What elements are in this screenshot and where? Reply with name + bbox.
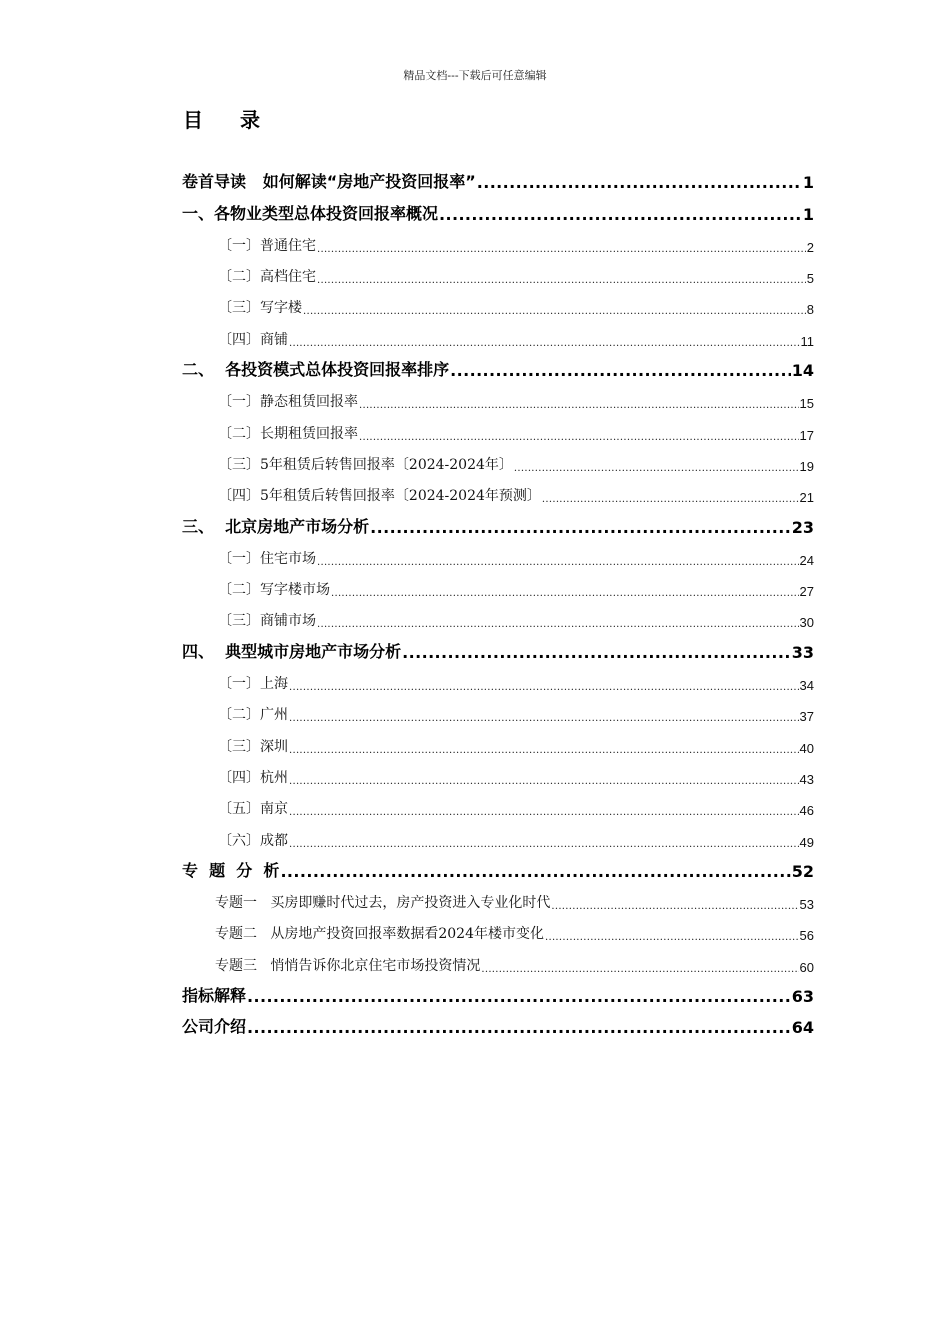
- toc-entry[interactable]: [182, 571, 814, 602]
- toc-leader-dots: [247, 1018, 791, 1037]
- toc-entry-label: 〔三〕商铺市场: [218, 613, 316, 630]
- toc-leader-dots: [481, 964, 798, 975]
- toc-entry[interactable]: [182, 508, 814, 539]
- toc-leader-dots: [289, 807, 799, 818]
- toc-leader-dots: [514, 463, 799, 474]
- toc-entry-page-number: 2: [806, 239, 814, 255]
- toc-leader-dots: [247, 987, 791, 1006]
- toc-entry-page-number: 34: [799, 678, 814, 694]
- toc-entry-page-number: 53: [799, 897, 814, 913]
- toc-entry[interactable]: [182, 633, 814, 664]
- toc-leader-dots: [370, 518, 791, 537]
- toc-leader-dots: [317, 619, 799, 630]
- toc-entry-page-number: 60: [799, 959, 814, 975]
- toc-entry-page-number: 19: [799, 458, 814, 474]
- toc-entry[interactable]: [182, 320, 814, 351]
- toc-entry-page-number: 40: [799, 740, 814, 756]
- toc-entry[interactable]: [182, 352, 814, 383]
- toc-entry-label: 〔一〕住宅市场: [218, 550, 316, 567]
- toc-entry-page-number: 1: [802, 204, 814, 224]
- toc-entry[interactable]: [182, 759, 814, 790]
- toc-entry-page-number: 33: [791, 642, 814, 662]
- toc-entry-page-number: 11: [800, 333, 814, 349]
- toc-entry-page-number: 52: [791, 861, 814, 881]
- toc-leader-dots: [317, 244, 806, 255]
- toc-entry-label: 专题二 从房地产投资回报率数据看2024年楼市变化: [215, 926, 544, 943]
- page-header: 精品文档---下载后可任意编辑: [403, 69, 547, 82]
- toc-entry-page-number: 24: [799, 552, 814, 568]
- toc-entry-label: 指标解释: [182, 986, 247, 1006]
- toc-entry-page-number: 64: [791, 1018, 814, 1038]
- toc-entry-label: 专 题 分 析: [182, 860, 280, 880]
- toc-entry-page-number: 27: [799, 584, 814, 600]
- toc-leader-dots: [542, 494, 799, 505]
- toc-leader-dots: [477, 173, 802, 192]
- toc-entry-label: 〔四〕5年租赁后转售回报率〔2024-2024年预测〕: [218, 488, 541, 505]
- toc-entry[interactable]: [182, 195, 814, 226]
- toc-leader-dots: [450, 361, 791, 380]
- toc-entry-page-number: 17: [799, 427, 814, 443]
- toc-entry-page-number: 37: [799, 709, 814, 725]
- toc-entry-page-number: 23: [791, 517, 814, 537]
- toc-leader-dots: [331, 588, 799, 599]
- toc-leader-dots: [289, 839, 799, 850]
- toc-leader-dots: [551, 901, 798, 912]
- toc-entry-label: 〔二〕长期租赁回报率: [218, 425, 358, 442]
- toc-entry-page-number: 49: [799, 834, 814, 850]
- toc-entry-label: 〔三〕写字楼: [218, 300, 302, 317]
- toc-entry-label: 〔一〕上海: [218, 676, 288, 693]
- toc-entry[interactable]: [182, 258, 814, 289]
- toc-leader-dots: [317, 557, 799, 568]
- toc-leader-dots: [289, 682, 799, 693]
- toc-entry[interactable]: [182, 477, 814, 508]
- toc-leader-dots: [545, 932, 799, 943]
- toc-entry[interactable]: [182, 540, 814, 571]
- toc-entry[interactable]: [182, 164, 814, 195]
- toc-entry[interactable]: [182, 289, 814, 320]
- toc-entry[interactable]: [182, 383, 814, 414]
- toc-entry-label: 〔四〕杭州: [218, 769, 288, 786]
- toc-leader-dots: [439, 205, 802, 224]
- toc-entry-page-number: 56: [799, 928, 814, 944]
- toc-entry[interactable]: [182, 790, 814, 821]
- toc-leader-dots: [303, 306, 806, 317]
- toc-entry-label: 〔二〕广州: [218, 707, 288, 724]
- toc-entry[interactable]: [182, 884, 814, 915]
- table-of-contents: [182, 164, 814, 1040]
- toc-entry-label: 卷首导读 如何解读“房地产投资回报率”: [182, 172, 476, 192]
- toc-entry[interactable]: [182, 414, 814, 445]
- toc-entry[interactable]: [182, 446, 814, 477]
- toc-entry-label: 三、 北京房地产市场分析: [182, 516, 370, 536]
- toc-entry-label: 〔二〕高档住宅: [218, 269, 316, 286]
- toc-leader-dots: [359, 400, 799, 411]
- toc-entry-page-number: 46: [799, 803, 814, 819]
- toc-leader-dots: [289, 776, 799, 787]
- toc-entry-page-number: 30: [799, 615, 814, 631]
- toc-entry[interactable]: [182, 665, 814, 696]
- toc-entry-page-number: 43: [799, 771, 814, 787]
- toc-entry[interactable]: [182, 696, 814, 727]
- toc-entry-page-number: 14: [791, 361, 814, 381]
- toc-leader-dots: [359, 432, 799, 443]
- toc-entry[interactable]: [182, 946, 814, 977]
- toc-entry[interactable]: [182, 727, 814, 758]
- toc-entry-label: 专题一 买房即赚时代过去，房产投资进入专业化时代: [215, 895, 551, 912]
- toc-entry-label: 公司介绍: [182, 1017, 247, 1037]
- toc-leader-dots: [280, 862, 790, 881]
- toc-entry-label: 〔六〕成都: [218, 832, 288, 849]
- toc-entry-page-number: 15: [799, 396, 814, 412]
- toc-title: 目 录: [183, 108, 275, 132]
- toc-entry-label: 〔五〕南京: [218, 801, 288, 818]
- toc-leader-dots: [317, 275, 806, 286]
- toc-entry-label: 专题三 悄悄告诉你北京住宅市场投资情况: [215, 957, 481, 974]
- toc-entry[interactable]: [182, 227, 814, 258]
- toc-entry-label: 〔一〕静态租赁回报率: [218, 394, 358, 411]
- toc-entry-page-number: 63: [791, 987, 814, 1007]
- toc-entry-label: 〔三〕深圳: [218, 738, 288, 755]
- toc-entry-label: 〔三〕5年租赁后转售回报率〔2024-2024年〕: [218, 456, 513, 473]
- toc-leader-dots: [402, 643, 791, 662]
- toc-entry-label: 二、 各投资模式总体投资回报率排序: [182, 360, 450, 380]
- toc-entry[interactable]: [182, 978, 814, 1009]
- toc-entry-label: 〔二〕写字楼市场: [218, 582, 330, 599]
- toc-entry[interactable]: [182, 1009, 814, 1040]
- toc-leader-dots: [289, 338, 800, 349]
- toc-entry-label: 一、各物业类型总体投资回报率概况: [182, 203, 439, 223]
- toc-entry-label: 〔四〕商铺: [218, 331, 288, 348]
- toc-entry[interactable]: [182, 915, 814, 946]
- toc-entry-page-number: 5: [806, 271, 814, 287]
- toc-entry-label: 〔一〕普通住宅: [218, 237, 316, 254]
- toc-leader-dots: [289, 713, 799, 724]
- toc-entry-page-number: 8: [806, 302, 814, 318]
- toc-entry[interactable]: [182, 821, 814, 852]
- toc-entry-page-number: 21: [799, 490, 814, 506]
- toc-leader-dots: [289, 745, 799, 756]
- toc-entry-label: 四、 典型城市房地产市场分析: [182, 641, 402, 661]
- toc-entry-page-number: 1: [802, 173, 814, 193]
- toc-entry[interactable]: [182, 853, 814, 884]
- toc-entry[interactable]: [182, 602, 814, 633]
